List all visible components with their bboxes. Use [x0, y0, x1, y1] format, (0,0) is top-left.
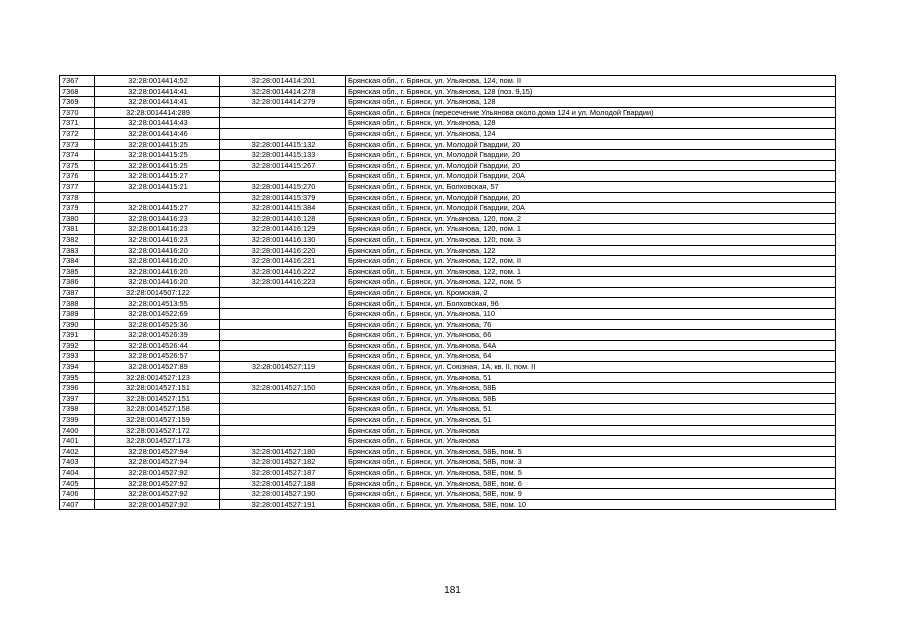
- row-number-cell: 7391: [60, 330, 95, 341]
- table-row: [60, 362, 836, 373]
- object-cadastral-number-cell: [220, 415, 346, 426]
- row-number-cell: 7402: [60, 446, 95, 457]
- object-cadastral-number-cell: [220, 107, 346, 118]
- land-cadastral-number-cell: 32:28:0014526:44: [95, 340, 220, 351]
- land-cadastral-number-cell: 32:28:0014527:159: [95, 415, 220, 426]
- address-cell: Брянская обл., г. Брянск, ул. Ульянова, 64: [346, 351, 836, 362]
- land-cadastral-number-cell: 32:28:0014527:94: [95, 457, 220, 468]
- object-cadastral-number-cell: 32:28:0014527:187: [220, 467, 346, 478]
- object-cadastral-number-cell: [220, 425, 346, 436]
- table-row: [60, 277, 836, 288]
- table-row: [60, 76, 836, 87]
- object-cadastral-number-cell: 32:28:0014527:182: [220, 457, 346, 468]
- land-cadastral-number-cell: 32:28:0014527:89: [95, 362, 220, 373]
- row-number-cell: 7389: [60, 309, 95, 320]
- row-number-cell: 7407: [60, 499, 95, 510]
- table-row: [60, 224, 836, 235]
- object-cadastral-number-cell: [220, 372, 346, 383]
- land-cadastral-number-cell: 32:28:0014416:23: [95, 234, 220, 245]
- row-number-cell: 7403: [60, 457, 95, 468]
- object-cadastral-number-cell: 32:28:0014527:190: [220, 489, 346, 500]
- land-cadastral-number-cell: 32:28:0014527:158: [95, 404, 220, 415]
- object-cadastral-number-cell: 32:28:0014415:384: [220, 203, 346, 214]
- row-number-cell: 7371: [60, 118, 95, 129]
- address-cell: Брянская обл., г. Брянск, ул. Ульянова, 58Е, пом. 10: [346, 499, 836, 510]
- object-cadastral-number-cell: [220, 393, 346, 404]
- land-cadastral-number-cell: 32:28:0014416:20: [95, 266, 220, 277]
- row-number-cell: 7401: [60, 436, 95, 447]
- object-cadastral-number-cell: 32:28:0014416:222: [220, 266, 346, 277]
- table-row: [60, 425, 836, 436]
- land-cadastral-number-cell: 32:28:0014415:25: [95, 139, 220, 150]
- land-cadastral-number-cell: 32:28:0014522:69: [95, 309, 220, 320]
- row-number-cell: 7400: [60, 425, 95, 436]
- table-row: [60, 150, 836, 161]
- table-row: [60, 181, 836, 192]
- row-number-cell: 7395: [60, 372, 95, 383]
- row-number-cell: 7399: [60, 415, 95, 426]
- row-number-cell: 7376: [60, 171, 95, 182]
- land-cadastral-number-cell: 32:28:0014416:20: [95, 245, 220, 256]
- land-cadastral-number-cell: 32:28:0014527:92: [95, 499, 220, 510]
- table-row: [60, 171, 836, 182]
- table-row: [60, 415, 836, 426]
- table-row: [60, 393, 836, 404]
- address-cell: Брянская обл., г. Брянск, ул. Ульянова, 128: [346, 118, 836, 129]
- object-cadastral-number-cell: [220, 436, 346, 447]
- address-cell: Брянская обл., г. Брянск, ул. Ульянова, 58Е, пом. 9: [346, 489, 836, 500]
- land-cadastral-number-cell: 32:28:0014414:289: [95, 107, 220, 118]
- address-cell: Брянская обл., г. Брянск, ул. Ульянова, 64А: [346, 340, 836, 351]
- row-number-cell: 7370: [60, 107, 95, 118]
- table-row: [60, 319, 836, 330]
- row-number-cell: 7390: [60, 319, 95, 330]
- row-number-cell: 7367: [60, 76, 95, 87]
- address-cell: Брянская обл., г. Брянск, ул. Ульянова, 120, пом. 3: [346, 234, 836, 245]
- land-cadastral-number-cell: 32:28:0014415:25: [95, 160, 220, 171]
- table-row: [60, 446, 836, 457]
- table-row: [60, 86, 836, 97]
- address-cell: Брянская обл., г. Брянск, ул. Ульянова, 120, пом. 2: [346, 213, 836, 224]
- address-cell: Брянская обл., г. Брянск, ул. Ульянова, 120, пом. 1: [346, 224, 836, 235]
- land-cadastral-number-cell: 32:28:0014414:41: [95, 97, 220, 108]
- object-cadastral-number-cell: 32:28:0014527:150: [220, 383, 346, 394]
- object-cadastral-number-cell: 32:28:0014415:379: [220, 192, 346, 203]
- object-cadastral-number-cell: 32:28:0014416:223: [220, 277, 346, 288]
- land-cadastral-number-cell: 32:28:0014415:25: [95, 150, 220, 161]
- object-cadastral-number-cell: 32:28:0014527:191: [220, 499, 346, 510]
- table-row: [60, 436, 836, 447]
- table-row: [60, 118, 836, 129]
- address-cell: Брянская обл., г. Брянск, ул. Ульянова, 58Б, пом. 3: [346, 457, 836, 468]
- land-cadastral-number-cell: 32:28:0014416:20: [95, 256, 220, 267]
- object-cadastral-number-cell: [220, 128, 346, 139]
- table-row: [60, 234, 836, 245]
- table-row: [60, 478, 836, 489]
- address-cell: Брянская обл., г. Брянск, ул. Ульянова, 128 (поз. 9,15): [346, 86, 836, 97]
- address-cell: Брянская обл., г. Брянск, ул. Ульянова, 58Е, пом. 6: [346, 478, 836, 489]
- row-number-cell: 7372: [60, 128, 95, 139]
- address-cell: Брянская обл., г. Брянск, ул. Ульянова: [346, 436, 836, 447]
- table-row: [60, 351, 836, 362]
- row-number-cell: 7398: [60, 404, 95, 415]
- table-row: [60, 340, 836, 351]
- object-cadastral-number-cell: 32:28:0014415:267: [220, 160, 346, 171]
- object-cadastral-number-cell: 32:28:0014414:279: [220, 97, 346, 108]
- address-cell: Брянская обл., г. Брянск (пересечение Ульянова около дома 124 и ул. Молодой Гвардии): [346, 107, 836, 118]
- object-cadastral-number-cell: 32:28:0014414:278: [220, 86, 346, 97]
- table-row: [60, 404, 836, 415]
- land-cadastral-number-cell: 32:28:0014527:172: [95, 425, 220, 436]
- row-number-cell: 7404: [60, 467, 95, 478]
- row-number-cell: 7382: [60, 234, 95, 245]
- row-number-cell: 7384: [60, 256, 95, 267]
- object-cadastral-number-cell: [220, 298, 346, 309]
- table-row: [60, 467, 836, 478]
- address-cell: Брянская обл., г. Брянск, ул. Ульянова, 51: [346, 404, 836, 415]
- table-row: [60, 245, 836, 256]
- object-cadastral-number-cell: 32:28:0014416:128: [220, 213, 346, 224]
- table-row: [60, 256, 836, 267]
- object-cadastral-number-cell: 32:28:0014415:132: [220, 139, 346, 150]
- land-cadastral-number-cell: 32:28:0014527:151: [95, 393, 220, 404]
- land-cadastral-number-cell: 32:28:0014513:55: [95, 298, 220, 309]
- table-row: [60, 97, 836, 108]
- address-cell: Брянская обл., г. Брянск, ул. Ульянова: [346, 425, 836, 436]
- land-cadastral-number-cell: 32:28:0014527:92: [95, 478, 220, 489]
- object-cadastral-number-cell: 32:28:0014415:133: [220, 150, 346, 161]
- row-number-cell: 7368: [60, 86, 95, 97]
- address-cell: Брянская обл., г. Брянск, ул. Ульянова, 122, пом. 5: [346, 277, 836, 288]
- table-row: [60, 309, 836, 320]
- table-row: [60, 287, 836, 298]
- table-row: [60, 266, 836, 277]
- table-row: [60, 213, 836, 224]
- row-number-cell: 7377: [60, 181, 95, 192]
- address-cell: Брянская обл., г. Брянск, ул. Ульянова, 124: [346, 128, 836, 139]
- table-row: [60, 499, 836, 510]
- address-cell: Брянская обл., г. Брянск, ул. Ульянова, 128: [346, 97, 836, 108]
- land-cadastral-number-cell: 32:28:0014415:27: [95, 171, 220, 182]
- address-cell: Брянская обл., г. Брянск, ул. Ульянова, 58Б: [346, 383, 836, 394]
- object-cadastral-number-cell: 32:28:0014414:201: [220, 76, 346, 87]
- address-cell: Брянская обл., г. Брянск, ул. Болховская, 96: [346, 298, 836, 309]
- row-number-cell: 7374: [60, 150, 95, 161]
- land-cadastral-number-cell: 32:28:0014527:151: [95, 383, 220, 394]
- address-cell: Брянская обл., г. Брянск, ул. Ульянова, 51: [346, 415, 836, 426]
- address-cell: Брянская обл., г. Брянск, ул. Ульянова, 66: [346, 330, 836, 341]
- address-cell: Брянская обл., г. Брянск, ул. Ульянова, 110: [346, 309, 836, 320]
- row-number-cell: 7373: [60, 139, 95, 150]
- land-cadastral-number-cell: 32:28:0014526:39: [95, 330, 220, 341]
- address-cell: Брянская обл., г. Брянск, ул. Ульянова, 122, пом. 1: [346, 266, 836, 277]
- row-number-cell: 7375: [60, 160, 95, 171]
- row-number-cell: 7405: [60, 478, 95, 489]
- address-cell: Брянская обл., г. Брянск, ул. Союзная, 1А, кв. II, пом. II: [346, 362, 836, 373]
- row-number-cell: 7380: [60, 213, 95, 224]
- page-number: 181: [444, 585, 461, 596]
- row-number-cell: 7386: [60, 277, 95, 288]
- address-cell: Брянская обл., г. Брянск, ул. Ульянова, 124, пом. II: [346, 76, 836, 87]
- object-cadastral-number-cell: [220, 287, 346, 298]
- address-cell: Брянская обл., г. Брянск, ул. Ульянова, 51: [346, 372, 836, 383]
- row-number-cell: 7394: [60, 362, 95, 373]
- object-cadastral-number-cell: 32:28:0014527:119: [220, 362, 346, 373]
- table-row: [60, 383, 836, 394]
- registry-table: [59, 75, 836, 510]
- table-row: [60, 457, 836, 468]
- address-cell: Брянская обл., г. Брянск, ул. Ульянова, 58Б, пом. 5: [346, 446, 836, 457]
- land-cadastral-number-cell: 32:28:0014414:52: [95, 76, 220, 87]
- land-cadastral-number-cell: 32:28:0014525:36: [95, 319, 220, 330]
- land-cadastral-number-cell: 32:28:0014414:43: [95, 118, 220, 129]
- address-cell: Брянская обл., г. Брянск, ул. Ульянова, 122: [346, 245, 836, 256]
- object-cadastral-number-cell: [220, 340, 346, 351]
- table-row: [60, 372, 836, 383]
- land-cadastral-number-cell: 32:28:0014416:20: [95, 277, 220, 288]
- row-number-cell: 7369: [60, 97, 95, 108]
- object-cadastral-number-cell: [220, 171, 346, 182]
- address-cell: Брянская обл., г. Брянск, ул. Молодой Гвардии, 20: [346, 150, 836, 161]
- registry-table-body: [60, 76, 836, 510]
- land-cadastral-number-cell: 32:28:0014415:21: [95, 181, 220, 192]
- row-number-cell: 7383: [60, 245, 95, 256]
- object-cadastral-number-cell: [220, 404, 346, 415]
- land-cadastral-number-cell: 32:28:0014527:123: [95, 372, 220, 383]
- table-row: [60, 128, 836, 139]
- address-cell: Брянская обл., г. Брянск, ул. Ульянова, 122, пом. II: [346, 256, 836, 267]
- land-cadastral-number-cell: 32:28:0014526:57: [95, 351, 220, 362]
- row-number-cell: 7387: [60, 287, 95, 298]
- address-cell: Брянская обл., г. Брянск, ул. Ульянова, 58Б: [346, 393, 836, 404]
- land-cadastral-number-cell: 32:28:0014527:94: [95, 446, 220, 457]
- object-cadastral-number-cell: [220, 309, 346, 320]
- row-number-cell: 7392: [60, 340, 95, 351]
- land-cadastral-number-cell: [95, 192, 220, 203]
- land-cadastral-number-cell: 32:28:0014507:122: [95, 287, 220, 298]
- object-cadastral-number-cell: [220, 118, 346, 129]
- land-cadastral-number-cell: 32:28:0014414:41: [95, 86, 220, 97]
- table-row: [60, 298, 836, 309]
- address-cell: Брянская обл., г. Брянск, ул. Молодой Гвардии, 20: [346, 139, 836, 150]
- row-number-cell: 7381: [60, 224, 95, 235]
- land-cadastral-number-cell: 32:28:0014415:27: [95, 203, 220, 214]
- table-row: [60, 107, 836, 118]
- address-cell: Брянская обл., г. Брянск, ул. Ульянова, 58Е, пом. 5: [346, 467, 836, 478]
- address-cell: Брянская обл., г. Брянск, ул. Болховская, 57: [346, 181, 836, 192]
- row-number-cell: 7393: [60, 351, 95, 362]
- row-number-cell: 7406: [60, 489, 95, 500]
- table-row: [60, 330, 836, 341]
- land-cadastral-number-cell: 32:28:0014416:23: [95, 224, 220, 235]
- address-cell: Брянская обл., г. Брянск, ул. Молодой Гвардии, 20А: [346, 171, 836, 182]
- row-number-cell: 7397: [60, 393, 95, 404]
- object-cadastral-number-cell: 32:28:0014416:130: [220, 234, 346, 245]
- land-cadastral-number-cell: 32:28:0014527:92: [95, 489, 220, 500]
- address-cell: Брянская обл., г. Брянск, ул. Молодой Гвардии, 20: [346, 192, 836, 203]
- table-row: [60, 203, 836, 214]
- object-cadastral-number-cell: [220, 351, 346, 362]
- row-number-cell: 7396: [60, 383, 95, 394]
- object-cadastral-number-cell: [220, 319, 346, 330]
- object-cadastral-number-cell: 32:28:0014416:129: [220, 224, 346, 235]
- table-row: [60, 192, 836, 203]
- object-cadastral-number-cell: [220, 330, 346, 341]
- row-number-cell: 7378: [60, 192, 95, 203]
- object-cadastral-number-cell: 32:28:0014415:270: [220, 181, 346, 192]
- land-cadastral-number-cell: 32:28:0014414:46: [95, 128, 220, 139]
- address-cell: Брянская обл., г. Брянск, ул. Молодой Гвардии, 20А: [346, 203, 836, 214]
- land-cadastral-number-cell: 32:28:0014527:173: [95, 436, 220, 447]
- table-row: [60, 139, 836, 150]
- table-row: [60, 489, 836, 500]
- object-cadastral-number-cell: 32:28:0014416:220: [220, 245, 346, 256]
- land-cadastral-number-cell: 32:28:0014416:23: [95, 213, 220, 224]
- row-number-cell: 7385: [60, 266, 95, 277]
- row-number-cell: 7388: [60, 298, 95, 309]
- address-cell: Брянская обл., г. Брянск, ул. Ульянова, 76: [346, 319, 836, 330]
- object-cadastral-number-cell: 32:28:0014416:221: [220, 256, 346, 267]
- row-number-cell: 7379: [60, 203, 95, 214]
- address-cell: Брянская обл., г. Брянск, ул. Кромская, 2: [346, 287, 836, 298]
- table-row: [60, 160, 836, 171]
- land-cadastral-number-cell: 32:28:0014527:92: [95, 467, 220, 478]
- address-cell: Брянская обл., г. Брянск, ул. Молодой Гвардии, 20: [346, 160, 836, 171]
- object-cadastral-number-cell: 32:28:0014527:180: [220, 446, 346, 457]
- object-cadastral-number-cell: 32:28:0014527:188: [220, 478, 346, 489]
